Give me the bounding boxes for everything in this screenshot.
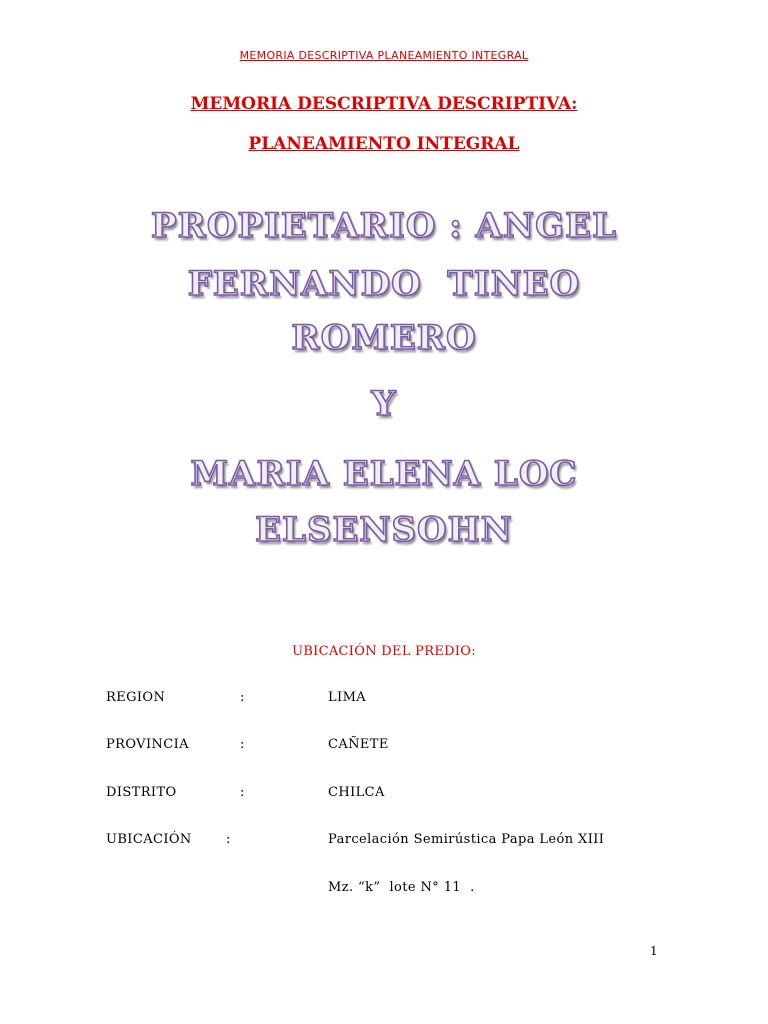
- row-colon: :: [240, 737, 245, 752]
- location-row-provincia: [106, 737, 726, 757]
- lot-value: Mz. “k” lote N° 11 .: [328, 880, 475, 895]
- owner-conjunction: Y: [371, 384, 397, 424]
- row-label: PROVINCIA: [106, 737, 189, 752]
- document-title-line-1: MEMORIA DESCRIPTIVA DESCRIPTIVA:: [190, 94, 578, 114]
- location-row-lot: [106, 880, 726, 900]
- running-header-text: MEMORIA DESCRIPTIVA PLANEAMIENTO INTEGRAL: [239, 49, 529, 62]
- location-section-title: UBICACIÓN DEL PREDIO:: [292, 644, 476, 659]
- location-row-region: [106, 690, 726, 710]
- document-title-line-2: PLANEAMIENTO INTEGRAL: [248, 134, 520, 154]
- page-number: 1: [650, 944, 658, 958]
- owner-line-1: PROPIETARIO : ANGEL: [151, 206, 617, 246]
- row-value: Parcelación Semirústica Papa León XIII: [328, 832, 605, 847]
- row-colon: :: [226, 832, 231, 847]
- running-header: [0, 44, 768, 63]
- owner-line-2: FERNANDO TINEO: [187, 264, 581, 304]
- row-value: CAÑETE: [328, 737, 389, 752]
- location-row-distrito: [106, 785, 726, 805]
- owner-line-6: ELSENSOHN: [255, 510, 513, 550]
- owner-line-3: ROMERO: [291, 318, 477, 358]
- row-value: CHILCA: [328, 785, 385, 800]
- owner-line-5: MARIA ELENA LOC: [190, 454, 578, 494]
- row-colon: :: [240, 690, 245, 705]
- row-colon: :: [240, 785, 245, 800]
- row-value: LIMA: [328, 690, 367, 705]
- row-label: REGION: [106, 690, 166, 705]
- location-row-ubicacion: [106, 832, 726, 852]
- row-label: UBICACIÓN: [106, 832, 192, 847]
- row-label: DISTRITO: [106, 785, 177, 800]
